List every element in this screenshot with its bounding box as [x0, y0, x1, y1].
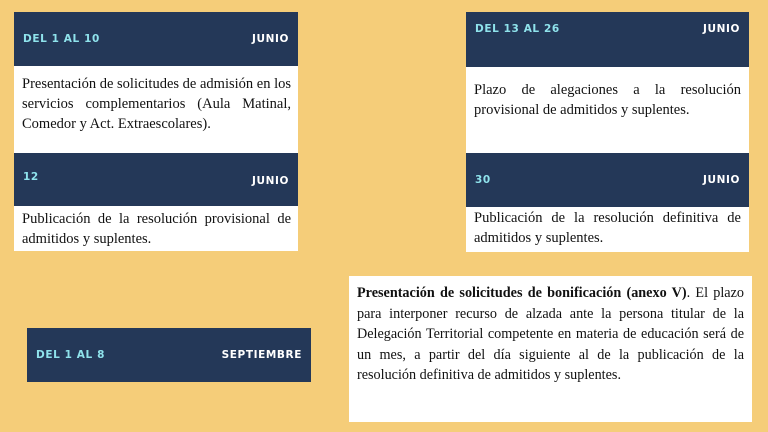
event-3-description: [466, 67, 749, 153]
event-2-date: 12: [23, 171, 39, 183]
event-2-text: Publicación de la resolución provisional de admitidos y suplentes.: [22, 211, 291, 247]
event-1-date: DEL 1 AL 10: [23, 33, 100, 45]
event-4-date: 30: [475, 174, 491, 186]
event-4-description: [466, 207, 749, 252]
event-3-date: DEL 13 AL 26: [475, 23, 560, 35]
event-5-date: DEL 1 AL 8: [36, 349, 105, 361]
event-4-text: Publicación de la resolución definitiva de admitidos y suplentes.: [474, 210, 741, 246]
event-2-month: JUNIO: [251, 175, 289, 187]
event-5-month: SEPTIEMBRE: [221, 349, 302, 361]
event-3-header: [466, 12, 749, 67]
event-5-text-bold: Presentación de solicitudes de bonificación (anexo V): [357, 285, 687, 301]
event-1-month: JUNIO: [251, 33, 289, 45]
event-2-header: [14, 153, 298, 206]
event-1-description: [14, 66, 298, 153]
event-5-header: [27, 328, 311, 382]
event-3-month: JUNIO: [702, 23, 740, 35]
event-1-header: [14, 12, 298, 66]
event-4-month: JUNIO: [702, 174, 740, 186]
event-5-description: [349, 276, 752, 422]
event-1-text: Presentación de solicitudes de admisión en los servicios complementarios (Aula Matinal, Comedor y Act. Extraescolares).: [22, 76, 292, 132]
event-3-text: Plazo de alegaciones a la resolución provisional de admitidos y suplentes.: [474, 82, 741, 118]
event-4-header: [466, 153, 749, 207]
event-2-description: [14, 206, 298, 251]
event-5-text: . El plazo para interponer recurso de alzada ante la persona titular de la Delegación Territorial competente en materia de educación será de un mes, a partir del día siguiente al de la publicación de la resolución definitiva de admitidos y suplentes.: [357, 285, 744, 383]
